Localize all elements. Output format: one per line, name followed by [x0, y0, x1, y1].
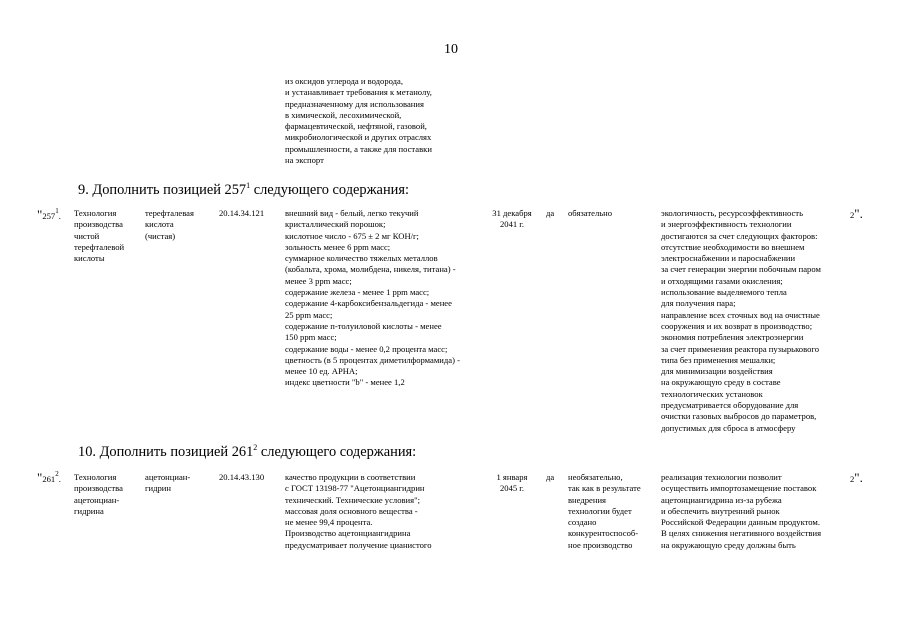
eco-justification: реализация технологии позволит осуществить импортозамещение поставок ацетонциангидрина из-за рубежа и обеспечить внутренний рынок Российской Федерации данным продуктом. В целях снижения негативного воздействия на окружающую среду должны быть — [661, 472, 822, 550]
intro-line: в химической, лесохимической, — [285, 109, 402, 120]
intro-line: и устанавливает требования к метанолу, — [285, 87, 432, 98]
page-number: 10 — [444, 42, 458, 57]
product-name: терефталевая кислота (чистая) — [145, 208, 194, 241]
section-10-heading: 10. Дополнить позицией $261^2$ следующего содержания: — [78, 443, 417, 460]
technology-name: Технология производства чистой терефталевой кислоты — [74, 208, 125, 264]
technology-name: Технология производства ацетонциан- гидрина — [74, 472, 123, 516]
eco-justification: экологичность, ресурсоэффективность и энергоэффективность технологии достигаются за счет следующих факторов: отсутствие необходимости во внешнем электроснабжении и пароснабжении за счет генерации энергии побочным паром и отходящими газами окисления; использование выделяемого тепла для получения пара; направление всех сточных вод на очистные сооружения и их возврат в производство; экономия потребления электроэнергии за счет применения реактора пузырькового типа без применения мешалки; для минимизации воздействия на окружающую среду в составе технологических установок предусматривается оборудование для очистки газовых выбросов до параметров, допустимых для сброса в атмосферу — [661, 208, 821, 433]
intro-line: на экспорт — [285, 155, 324, 166]
intro-line: из оксидов углерода и водорода, — [285, 76, 404, 86]
mandatory-status: необязательно, так как в результате внедрения технологии будет создано конкурентоспособ- ное производство — [568, 472, 641, 550]
intro-line: микробиологической и других отраслях — [285, 132, 432, 143]
yes-mark: да — [546, 208, 555, 218]
deadline-date: 1 января 2045 г. — [496, 472, 528, 494]
deadline-date: 31 декабря 2041 г. — [492, 208, 532, 230]
product-name: ацетонциан- гидрин — [145, 472, 191, 494]
requirements: качество продукции в соответствии с ГОСТ 13198-77 "Ацетонциангидрин технический. Технические условия"; массовая доля основного вещества - не менее 99,4 процента. Производство ацетонциангидрина предусматривает получение цианистого — [285, 472, 432, 550]
row-number: "$257^1$. — [37, 207, 61, 222]
intro-line: промышленности, а также для поставки — [285, 143, 432, 154]
intro-text — [285, 76, 432, 166]
requirements: внешний вид - белый, легко текучий кристаллический порошок; кислотное число - 675 ± 2 мг КОН/г; зольность менее 6 ppm масс; суммарное количество тяжелых металлов (кобальта, хрома, молибдена, никеля, титана) - менее 3 ppm масс; содержание железа - менее 1 ppm масс; содержание 4-карбоксибензальдегида - менее 25 ppm масс; содержание п-толуиловой кислоты - менее 150 ppm масс; содержание воды - менее 0,2 процента масс; цветность (в 5 процентах диметилформамида) - менее 10 ед. APHA; индекс цветности "b" - менее 1,2 — [285, 208, 460, 388]
okpd-code: 20.14.43.130 — [219, 472, 265, 482]
row-end-mark: 2". — [850, 470, 863, 485]
yes-mark: да — [546, 472, 555, 482]
section-9-heading: 9. Дополнить позицией $257^1$ следующего содержания: — [78, 181, 409, 198]
mandatory-status: обязательно — [568, 208, 613, 218]
intro-line: фармацевтической, нефтяной, газовой, — [285, 121, 427, 132]
okpd-code: 20.14.34.121 — [219, 208, 265, 218]
row-number: "$261^2$. — [37, 470, 61, 485]
intro-line: предназначенному для использования — [285, 98, 424, 109]
row-end-mark: 2". — [850, 206, 863, 221]
